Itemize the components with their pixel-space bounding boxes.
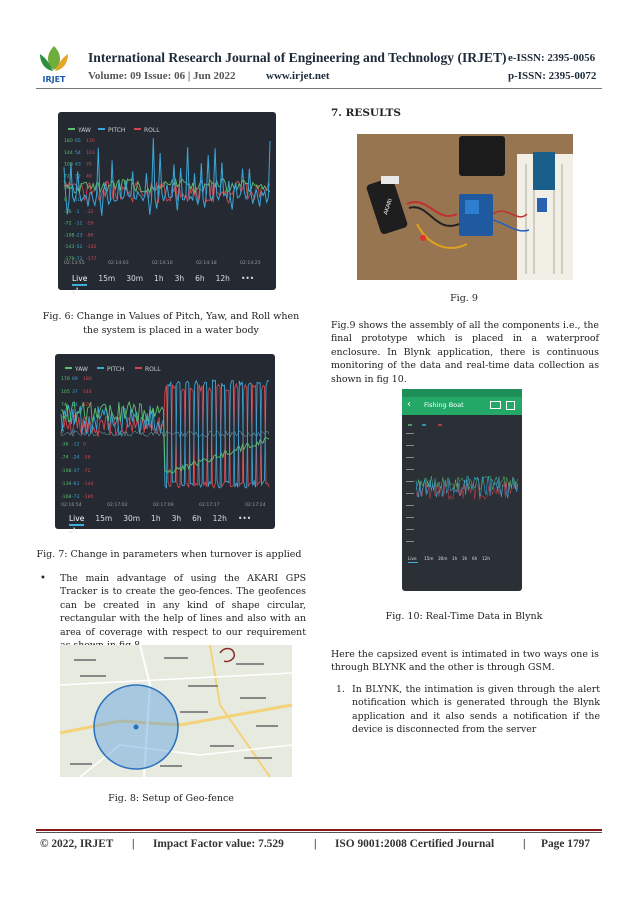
geofence-map xyxy=(60,645,292,777)
y-tick-label: 180 xyxy=(64,139,73,144)
logo-leaf-icon xyxy=(36,44,72,84)
y-tick-label: -5 xyxy=(86,198,91,203)
x-tick-label: 02:17:24 xyxy=(245,503,266,508)
fig6-time-bar xyxy=(72,274,276,296)
pitch-line xyxy=(416,476,518,498)
y-tick-label: 74 xyxy=(61,403,67,409)
fig7-x-ticks xyxy=(61,502,266,508)
y-tick-label: 43 xyxy=(75,162,81,168)
pissn: p-ISSN: 2395-0072 xyxy=(508,70,597,82)
time-live[interactable]: Live xyxy=(72,274,87,286)
fig6-caption: Fig. 6: Change in Values of Pitch, Yaw, and Roll when the system is placed in a water body xyxy=(42,311,300,336)
fig8-caption: Fig. 8: Setup of Geo-fence xyxy=(108,793,234,804)
background-line xyxy=(61,431,269,437)
time-30m[interactable]: 30m xyxy=(123,514,141,523)
y-tick-label: -12 xyxy=(72,442,80,448)
y-tick-label: -168 xyxy=(61,495,72,500)
y-tick-label: -144 xyxy=(83,481,94,487)
y-tick-label: 105 xyxy=(61,390,70,396)
legend-pitch: PITCH xyxy=(107,366,125,373)
y-tick-label: -59 xyxy=(86,221,94,227)
y-tick-label: 10 xyxy=(75,198,81,203)
phone-chart-svg xyxy=(402,415,522,591)
x-tick-label: 02:14:25 xyxy=(240,261,261,266)
list-number: 1. xyxy=(336,684,345,695)
fig9-caption: Fig. 9 xyxy=(450,293,478,304)
x-tick-label: 02:14:10 xyxy=(152,261,173,266)
x-tick-label: 02:17:09 xyxy=(153,503,174,508)
settings-icon[interactable] xyxy=(506,401,515,410)
bullet-dot: • xyxy=(40,573,46,584)
time-1h[interactable]: 1h xyxy=(151,514,161,523)
legend-yaw: YAW xyxy=(78,127,91,134)
y-tick-label: -36 xyxy=(64,209,72,215)
roll-line xyxy=(416,482,518,500)
y-tick-label: 36 xyxy=(64,186,70,192)
footer-iso: ISO 9001:2008 Certified Journal xyxy=(335,838,495,850)
footer-sep-1: | xyxy=(132,838,135,850)
device-icon[interactable] xyxy=(490,401,501,409)
y-tick-label: 21 xyxy=(75,186,81,192)
fig7-plot xyxy=(61,380,269,488)
footer-page: Page 1797 xyxy=(541,838,591,850)
time-3h[interactable]: 3h xyxy=(171,514,182,523)
y-tick-label: -108 xyxy=(61,468,72,474)
time-live[interactable]: Live xyxy=(69,514,84,526)
fig7-legend xyxy=(65,366,161,373)
time-1h[interactable]: 1h xyxy=(154,274,164,283)
time-12h[interactable]: 12h xyxy=(215,274,230,283)
phone-time-live: Live xyxy=(408,556,417,561)
y-tick-label: -142 xyxy=(86,245,97,251)
phone-screenshot xyxy=(402,389,522,591)
phone-time-6h: 6h xyxy=(472,556,478,561)
y-tick-label: -12 xyxy=(75,221,83,227)
x-tick-label: 02:17:17 xyxy=(199,503,220,508)
expand-icon[interactable]: ⤢ xyxy=(69,526,75,535)
y-tick-label: 36 xyxy=(83,429,89,435)
y-tick-label: 12 xyxy=(72,416,78,422)
y-tick-label: -24 xyxy=(72,455,80,461)
fig7-time-bar xyxy=(69,514,275,536)
x-tick-label: 02:16:54 xyxy=(61,503,82,508)
list-item-blynk: In BLYNK, the intimation is given through the alert notification which is generated through the Blynk application and it also sends a notification if the device is disconnected from the server xyxy=(352,684,600,736)
y-tick-label: -139 xyxy=(61,481,72,487)
y-tick-label: 22 xyxy=(86,186,92,192)
back-icon[interactable]: ‹ xyxy=(407,399,411,410)
y-tick-label: 0 xyxy=(83,442,86,448)
logo-text: IRJET xyxy=(42,75,66,84)
legend-roll: ROLL xyxy=(145,366,161,373)
x-tick-label: 02:13:55 xyxy=(64,261,85,266)
y-tick-label: 32 xyxy=(75,174,81,180)
website-link[interactable]: www.irjet.net xyxy=(266,70,330,82)
fig6-legend xyxy=(68,127,160,134)
y-tick-label: -37 xyxy=(72,468,80,474)
more-icon[interactable]: ••• xyxy=(240,274,255,283)
phone-time-30m: 30m xyxy=(438,556,448,561)
time-6h[interactable]: 6h xyxy=(192,514,202,523)
legend-roll: ROLL xyxy=(144,127,160,134)
y-tick-label: -73 xyxy=(75,257,83,262)
map-svg xyxy=(60,645,292,777)
y-tick-label: -52 xyxy=(75,245,83,251)
y-tick-label: 72 xyxy=(83,416,89,422)
y-tick-label: -108 xyxy=(64,233,75,239)
y-tick-label: -1 xyxy=(75,209,80,215)
volume-line: Volume: 09 Issue: 06 | Jun 2022 xyxy=(88,70,236,82)
fig6-svg xyxy=(58,112,276,290)
y-tick-label: 103 xyxy=(86,150,95,156)
y-tick-label: -74 xyxy=(61,455,69,461)
y-tick-label: 144 xyxy=(83,390,92,396)
y-tick-label: -180 xyxy=(83,495,94,500)
phone-time-1h: 1h xyxy=(452,556,458,561)
y-tick-label: -36 xyxy=(83,455,91,461)
y-tick-label: 37 xyxy=(72,390,78,396)
bullet-text: The main advantage of using the AKARI GPS Tracker is to create the geo-fences. The geofences can be created in any kind of shape circular, rectangular with the help of lines and also with an area of coverage with respect to our requirement xyxy=(60,573,306,638)
footer-rule-thin xyxy=(36,832,602,833)
y-tick-label: 178 xyxy=(61,377,70,382)
y-tick-label: 69 xyxy=(72,377,78,382)
y-tick-label: 180 xyxy=(83,377,92,382)
fig10-caption: Fig. 10: Real-Time Data in Blynk xyxy=(385,611,543,622)
footer-copyright: © 2022, IRJET xyxy=(40,838,114,850)
tracker-label: AKARI xyxy=(383,198,394,216)
fig9-paragraph: Fig.9 shows the assembly of all the components i.e., the final prototype which is placed in a waterproof enclosure. In Blynk application, there is continuous monitoring of the data and real-time data collection as shown in fig 10. xyxy=(331,320,599,385)
section-heading: 7. RESULTS xyxy=(331,107,402,119)
phone-time-15m: 15m xyxy=(424,556,434,561)
y-tick-label: -32 xyxy=(86,209,94,215)
y-tick-label: 0 xyxy=(72,429,75,435)
footer-sep-2: | xyxy=(314,838,317,850)
y-tick-label: -143 xyxy=(64,245,75,251)
y-tick-label: 108 xyxy=(83,403,92,409)
y-tick-label: 65 xyxy=(75,139,81,144)
phone-time-bar xyxy=(408,556,490,561)
header-rule xyxy=(36,88,602,89)
app-title: Fishing Boat xyxy=(424,401,464,409)
phone-app-bar xyxy=(402,397,522,415)
y-tick-label: 54 xyxy=(75,150,81,156)
expand-icon[interactable]: ⤢ xyxy=(72,286,78,295)
prototype-photo xyxy=(357,134,573,280)
phone-time-3h: 3h xyxy=(462,556,468,561)
y-tick-label: 49 xyxy=(86,174,92,180)
y-tick-label: -179 xyxy=(64,257,75,262)
y-tick-label: 108 xyxy=(64,162,73,168)
y-tick-label: 130 xyxy=(86,139,95,144)
x-tick-label: 02:14:03 xyxy=(108,261,129,266)
pitch-line xyxy=(64,138,270,216)
fig6-plot xyxy=(64,138,270,216)
fig7-chart xyxy=(55,354,275,535)
time-15m[interactable]: 15m xyxy=(95,514,113,523)
time-3h[interactable]: 3h xyxy=(174,274,185,283)
y-tick-label: 76 xyxy=(86,162,92,168)
phone-time-12h: 12h xyxy=(482,556,490,561)
y-tick-label: 36 xyxy=(61,416,67,422)
time-12h[interactable]: 12h xyxy=(212,514,227,523)
y-tick-label: 24 xyxy=(72,403,78,409)
time-6h[interactable]: 6h xyxy=(195,274,205,283)
time-15m[interactable]: 15m xyxy=(98,274,116,283)
legend-yaw: YAW xyxy=(75,366,88,373)
y-tick-label: 72 xyxy=(64,174,70,180)
fig6-chart xyxy=(58,112,276,295)
y-tick-label: 0 xyxy=(61,429,64,435)
capsize-paragraph: Here the capsized event is intimated in two ways one is through BLYNK and the other is through GSM. xyxy=(331,649,599,674)
y-tick-label: -72 xyxy=(64,221,72,227)
journal-logo xyxy=(36,44,72,84)
phone-status-bar xyxy=(402,389,522,397)
y-tick-label: -23 xyxy=(75,233,83,239)
footer-rule xyxy=(36,829,602,831)
x-tick-label: 02:17:02 xyxy=(107,503,128,508)
eissn: e-ISSN: 2395-0056 xyxy=(508,52,596,64)
y-tick-label: -177 xyxy=(86,257,97,262)
fig10-plot xyxy=(416,476,518,500)
prototype-svg xyxy=(357,134,573,280)
y-tick-label: -61 xyxy=(72,481,80,487)
more-icon[interactable]: ••• xyxy=(237,514,252,523)
y-tick-label: 0 xyxy=(64,198,67,203)
y-tick-label: -86 xyxy=(86,233,94,239)
fig7-svg xyxy=(55,354,275,529)
battery-pack xyxy=(459,136,505,176)
journal-title: International Research Journal of Engineering and Technology (IRJET) xyxy=(88,50,507,65)
footer-impact: Impact Factor value: 7.529 xyxy=(153,838,284,850)
time-30m[interactable]: 30m xyxy=(126,274,144,283)
x-tick-label: 02:14:18 xyxy=(196,261,217,266)
y-tick-label: -72 xyxy=(83,468,91,474)
y-tick-label: -73 xyxy=(72,495,80,500)
footer-sep-3: | xyxy=(523,838,526,850)
fig7-y-ticks xyxy=(61,376,94,500)
legend-pitch: PITCH xyxy=(108,127,126,134)
fig7-caption: Fig. 7: Change in parameters when turnover is applied xyxy=(36,549,302,560)
y-tick-label: 144 xyxy=(64,150,73,156)
y-tick-label: -36 xyxy=(61,442,69,448)
